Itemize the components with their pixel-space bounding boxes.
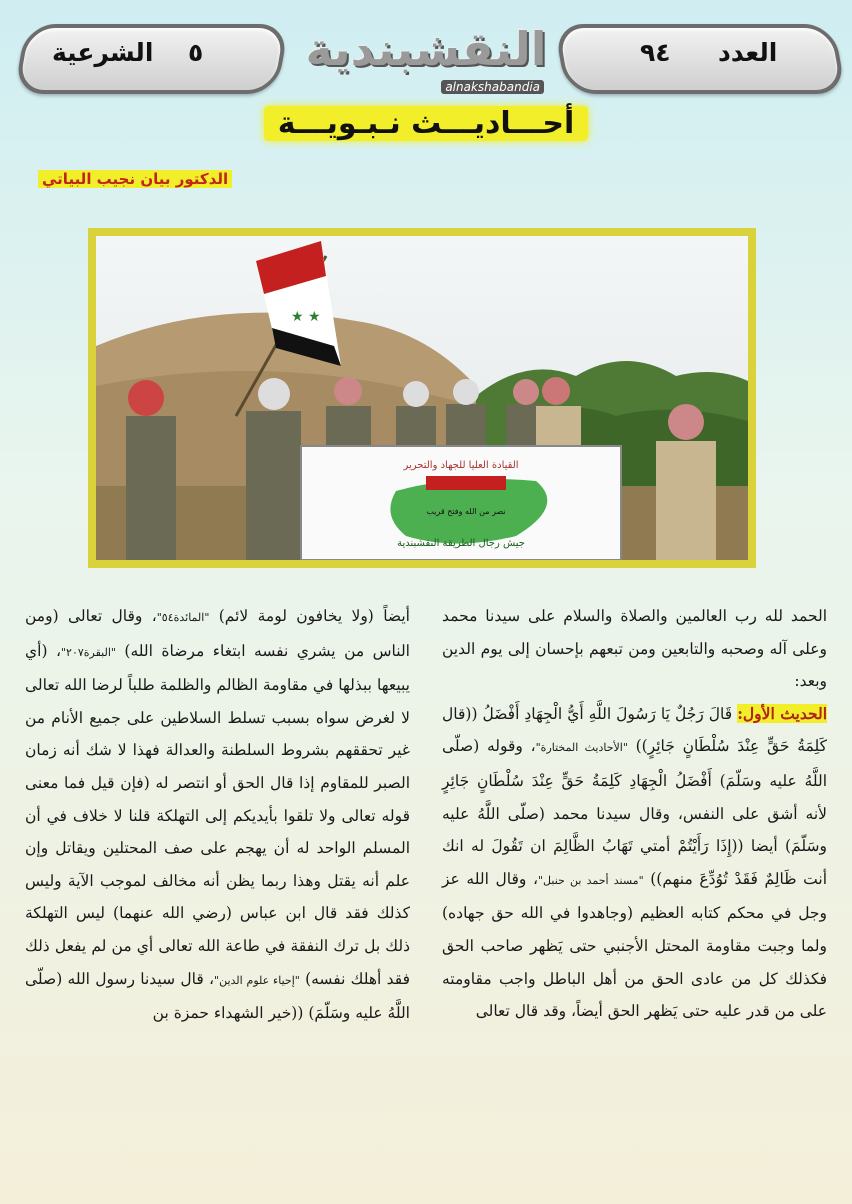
logo-subtext: alnakshabandia (441, 80, 544, 94)
banner-text: القيادة العليا للجهاد والتحرير (403, 460, 519, 471)
section-label: الشرعية (52, 38, 154, 67)
issue-number: ٩٤ (640, 38, 671, 67)
paragraph-intro: الحمد لله رب العالمين والصلاة والسلام على سيدنا محمد وعلى آله وصحبه والتابعين ومن تبعهم بإحسان إلى يوم الدين وبعد: (442, 607, 827, 691)
reference: "البقرة٢٠٧" (60, 645, 116, 659)
reference: "مسند أحمد بن حنبل" (537, 873, 644, 887)
issue-label: العدد (718, 38, 778, 67)
paragraph-hadith-1: الحديث الأول: قَالَ رَجُلٌ يَا رَسُولَ اللَّهِ أَيُّ الْجِهَادِ أَفْضَلُ ((قال كَلِمَةُ حَقٍّ عِنْدَ سُلْطَانٍ جَائِرٍ)) "الأحاديث المختارة"، وقوله (صلّى اللَّهُ عليه وسَلّمَ) أَفْضَلُ الْجِهَادِ كَلِمَةُ حَقٍّ عِنْدَ سُلْطَانٍ جَائِرٍ لأنه أشق على النفس، وقال سيدنا محمد (صلّى اللَّهُ عليه وسَلّمَ) أيضا ((إِذَا رَأَيْتُمْ أمتي تَهَابُ الظَّالِمَ ان تَقُولَ له انك أنت ظَالِمٌ فَقَدْ تُوُدِّعَ منهم)) "مسند أحمد بن حنبل"، وقال الله عز وجل في محكم كتابه العظيم (وجاهدوا في الله حق جهاده) ولما وجبت مقاومة المحتل الأجنبي حتى يَظهر صاحب الحق فكذلك كل من عادى الحق من أهل الباطل واجب مقاومته على من قدر عليه حتى يَظهر الحق أيضاً، وقد قال تعالى (442, 703, 828, 1021)
article-photo (96, 236, 748, 560)
magazine-logo (300, 18, 552, 96)
article-column-right (442, 600, 827, 1028)
reference: "الأحاديث المختارة" (535, 741, 628, 755)
page-number: ٥ (188, 38, 204, 67)
logo-text: النقشبندية (305, 22, 547, 76)
photo-frame (88, 228, 756, 568)
article-column-left (25, 600, 410, 1030)
paragraph-continued: أيضاً (ولا يخافون لومة لائم) "المائدة٥٤"، وقال تعالى (ومن الناس من يشري نفسه ابتغاء مرضاة الله) "البقرة٢٠٧"، (أي يبيعها ببذلها في مقاومة الظالم والظلمة طلباً لرضا الله تعالى لا لغرض سواه بسبب تسلط السلاطين على جميع الأنام من غير تحققهم بشروط السلطنة والعدالة فهذا لا شك أنه زمان الصبر للمقاوم إذا قال الحق أو انتصر له (فإن قيل فما معنى قوله تعالى ولا تلقوا بأيديكم إلى التهلكة قلنا لا خلاف في أن المسلم الواحد له أن يهجم على صف المحتلين ويقاتل وإن علم أنه يقتل وهذا ربما يظن أنه مخالف لموجب الآية وليس كذلك فقد قال ابن عباس (رضي الله عنهما) ليس التهلكة ذلك بل ترك النفقة في طاعة الله تعالى أي من لم يفعل ذلك فقد أهلك نفسه) "إحياء علوم الدين"، قال سيدنا رسول الله (صلّى اللَّهُ عليه وسَلّمَ) ((خير الشهداء حمزة بن (25, 607, 410, 1023)
header-banner-right (554, 24, 846, 94)
banner-text-2: جيش رجال الطريقة النقشبندية (397, 538, 525, 549)
hadith-label: الحديث الأول: (737, 703, 828, 723)
reference: "إحياء علوم الدين" (214, 973, 300, 987)
reference: "المائدة٥٤" (156, 611, 210, 624)
article-title: أحـــاديـــث نـبـويـــة (0, 106, 852, 141)
article-author: الدكتور بيان نجيب البياتي (38, 170, 232, 188)
photo-illustration (96, 236, 748, 560)
banner-slogan: نصر من الله وفتح قريب (426, 507, 506, 516)
svg-text:★ ★: ★ ★ (291, 309, 321, 325)
